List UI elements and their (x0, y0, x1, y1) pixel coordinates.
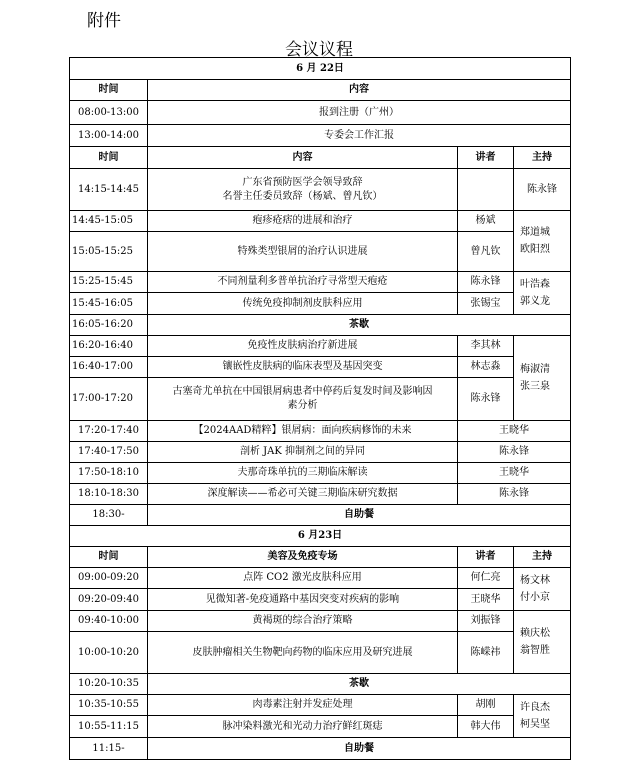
table-row (70, 125, 571, 147)
speaker-cell: 陈永锋 (458, 378, 514, 421)
time-cell: 18:30- (70, 505, 148, 526)
time-cell: 15:05-15:25 (70, 232, 148, 272)
table-row (70, 463, 571, 484)
moderator-cell (514, 611, 571, 674)
moderator-cell (514, 336, 571, 421)
header-moderator: 主持 (514, 547, 571, 568)
speaker-cell: 王晓华 (458, 589, 514, 611)
moderator-cell (514, 568, 571, 611)
content-cell: 皮肤肿瘤相关生物靶向药物的临床应用及研究进展 (148, 632, 458, 674)
day2-date: 6 月23日 (70, 526, 571, 547)
table-row (70, 357, 571, 378)
header-content: 内容 (148, 80, 571, 101)
content-cell: 深度解读——希必可关键三期临床研究数据 (148, 484, 458, 505)
moderator-name: 付小京 (520, 592, 550, 603)
speaker-cell: 陈嵘祎 (458, 632, 514, 674)
moderator-name: 许良杰 (520, 702, 550, 713)
moderator-name: 柯吴坚 (520, 719, 550, 730)
content-cell: 剖析 JAK 抑制剂之间的异同 (148, 442, 458, 463)
table-row (70, 589, 571, 611)
speaker-cell: 韩大伟 (458, 716, 514, 738)
moderator-name: 欧阳烈 (520, 244, 550, 255)
time-cell: 16:05-16:20 (70, 315, 148, 336)
time-cell: 18:10-18:30 (70, 484, 148, 505)
time-cell: 15:25-15:45 (70, 272, 148, 293)
day2-header-row (70, 547, 571, 568)
page-title: 会议议程 (285, 40, 353, 60)
speaker-cell: 陈永锋 (458, 442, 571, 463)
speaker-cell: 胡刚 (458, 695, 514, 716)
table-row (70, 632, 571, 674)
moderator-name: 郑道城 (520, 227, 550, 238)
table-row (70, 611, 571, 632)
time-cell: 10:00-10:20 (70, 632, 148, 674)
table-row (70, 272, 571, 293)
time-cell: 17:20-17:40 (70, 421, 148, 442)
day1-pre-header-row (70, 80, 571, 101)
content-cell: 疱疹疮痞的进展和治疗 (148, 211, 458, 232)
speaker-cell: 王晓华 (458, 421, 571, 442)
table-row (70, 232, 571, 272)
moderator-name: 郭义龙 (520, 296, 550, 307)
table-row (70, 293, 571, 315)
lunch-label: 自助餐 (148, 738, 571, 760)
moderator-cell (514, 211, 571, 272)
table-row (70, 716, 571, 738)
content-cell: 不同剂量利多普单抗治疗寻常型天疱疮 (148, 272, 458, 293)
content-cell: 夫那奇珠单抗的三期临床解读 (148, 463, 458, 484)
content-line: 广东省预防医学会领导致辞 (242, 176, 363, 188)
content-line: 名誉主任委员致辞（杨斌、曾凡钦） (222, 190, 383, 202)
content-cell: 特殊类型银屑的治疗认识进展 (148, 232, 458, 272)
speaker-cell: 张锡宝 (458, 293, 514, 315)
table-row (70, 568, 571, 589)
moderator-cell: 陈永锋 (514, 169, 571, 211)
content-cell: 脉冲染料激光和光动力治疗鲜红斑痣 (148, 716, 458, 738)
time-cell: 11:15- (70, 738, 148, 760)
header-speaker: 讲者 (458, 147, 514, 169)
speaker-cell: 刘振锋 (458, 611, 514, 632)
content-cell: 免疫性皮肤病治疗新进展 (148, 336, 458, 357)
header-moderator: 主持 (514, 147, 571, 169)
time-cell: 08:00-13:00 (70, 101, 148, 125)
table-row (70, 101, 571, 125)
speaker-cell: 王晓华 (458, 463, 571, 484)
speaker-cell: 何仁亮 (458, 568, 514, 589)
header-time: 时间 (70, 147, 148, 169)
break-label: 茶歇 (148, 315, 571, 336)
speaker-cell: 李其林 (458, 336, 514, 357)
table-row (70, 378, 571, 421)
table-row (70, 442, 571, 463)
time-cell: 14:45-15:05 (70, 211, 148, 232)
moderator-name: 叶浩森 (520, 279, 550, 290)
day1-date-row (70, 58, 571, 80)
header-speaker: 讲者 (458, 547, 514, 568)
break-label: 茶歇 (148, 674, 571, 695)
time-cell: 17:00-17:20 (70, 378, 148, 421)
table-row (70, 484, 571, 505)
day1-date: 6 月 22日 (70, 58, 571, 80)
table-row (70, 421, 571, 442)
time-cell: 14:15-14:45 (70, 169, 148, 211)
time-cell: 15:45-16:05 (70, 293, 148, 315)
time-cell: 10:20-10:35 (70, 674, 148, 695)
table-row (70, 169, 571, 211)
content-cell: 黄褐斑的综合治疗策略 (148, 611, 458, 632)
speaker-cell: 陈永锋 (458, 484, 571, 505)
time-cell: 09:00-09:20 (70, 568, 148, 589)
table-row (70, 211, 571, 232)
speaker-cell: 陈永锋 (458, 272, 514, 293)
content-line: 古塞奇尤单抗在中国银屑病患者中停药后复发时间及影响因 (172, 386, 433, 397)
content-cell: 镶嵌性皮肤病的临床表型及基因突变 (148, 357, 458, 378)
content-cell: 报到注册（广州） (148, 101, 571, 125)
speaker-cell: 杨斌 (458, 211, 514, 232)
speaker-cell (458, 169, 514, 211)
day2-date-row (70, 526, 571, 547)
time-cell: 17:50-18:10 (70, 463, 148, 484)
agenda-table (69, 57, 571, 760)
moderator-name: 杨文林 (520, 575, 550, 586)
header-content: 美容及免疫专场 (148, 547, 458, 568)
dinner-row (70, 505, 571, 526)
content-cell: 肉毒素注射并发症处理 (148, 695, 458, 716)
content-cell: 专委会工作汇报 (148, 125, 571, 147)
time-cell: 09:40-10:00 (70, 611, 148, 632)
speaker-cell: 曾凡钦 (458, 232, 514, 272)
content-cell (148, 169, 458, 211)
header-time: 时间 (70, 547, 148, 568)
day1-header-row (70, 147, 571, 169)
speaker-cell: 林志淼 (458, 357, 514, 378)
table-row (70, 695, 571, 716)
time-cell: 17:40-17:50 (70, 442, 148, 463)
content-cell: 【2024AAD精粹】银屑病：面向疾病修饰的未来 (148, 421, 458, 442)
moderator-name: 赖庆松 (520, 628, 550, 639)
break-row (70, 674, 571, 695)
content-cell: 传统免疫抑制剂皮肤科应用 (148, 293, 458, 315)
lunch-row (70, 738, 571, 760)
moderator-name: 梅淑清 (520, 364, 550, 375)
moderator-name: 翁智胜 (520, 645, 550, 656)
time-cell: 13:00-14:00 (70, 125, 148, 147)
moderator-cell (514, 272, 571, 315)
content-line: 素分析 (287, 400, 318, 411)
break-row (70, 315, 571, 336)
time-cell: 16:20-16:40 (70, 336, 148, 357)
table-row (70, 336, 571, 357)
content-cell (148, 378, 458, 421)
time-cell: 10:35-10:55 (70, 695, 148, 716)
dinner-label: 自助餐 (148, 505, 571, 526)
content-cell: 见微知著-免疫通路中基因突变对疾病的影响 (148, 589, 458, 611)
time-cell: 10:55-11:15 (70, 716, 148, 738)
header-content: 内容 (148, 147, 458, 169)
time-cell: 09:20-09:40 (70, 589, 148, 611)
attachment-label: 附件 (87, 11, 121, 31)
time-cell: 16:40-17:00 (70, 357, 148, 378)
moderator-cell (514, 695, 571, 738)
content-cell: 点阵 CO2 激光皮肤科应用 (148, 568, 458, 589)
moderator-name: 张三泉 (520, 381, 550, 392)
header-time: 时间 (70, 80, 148, 101)
